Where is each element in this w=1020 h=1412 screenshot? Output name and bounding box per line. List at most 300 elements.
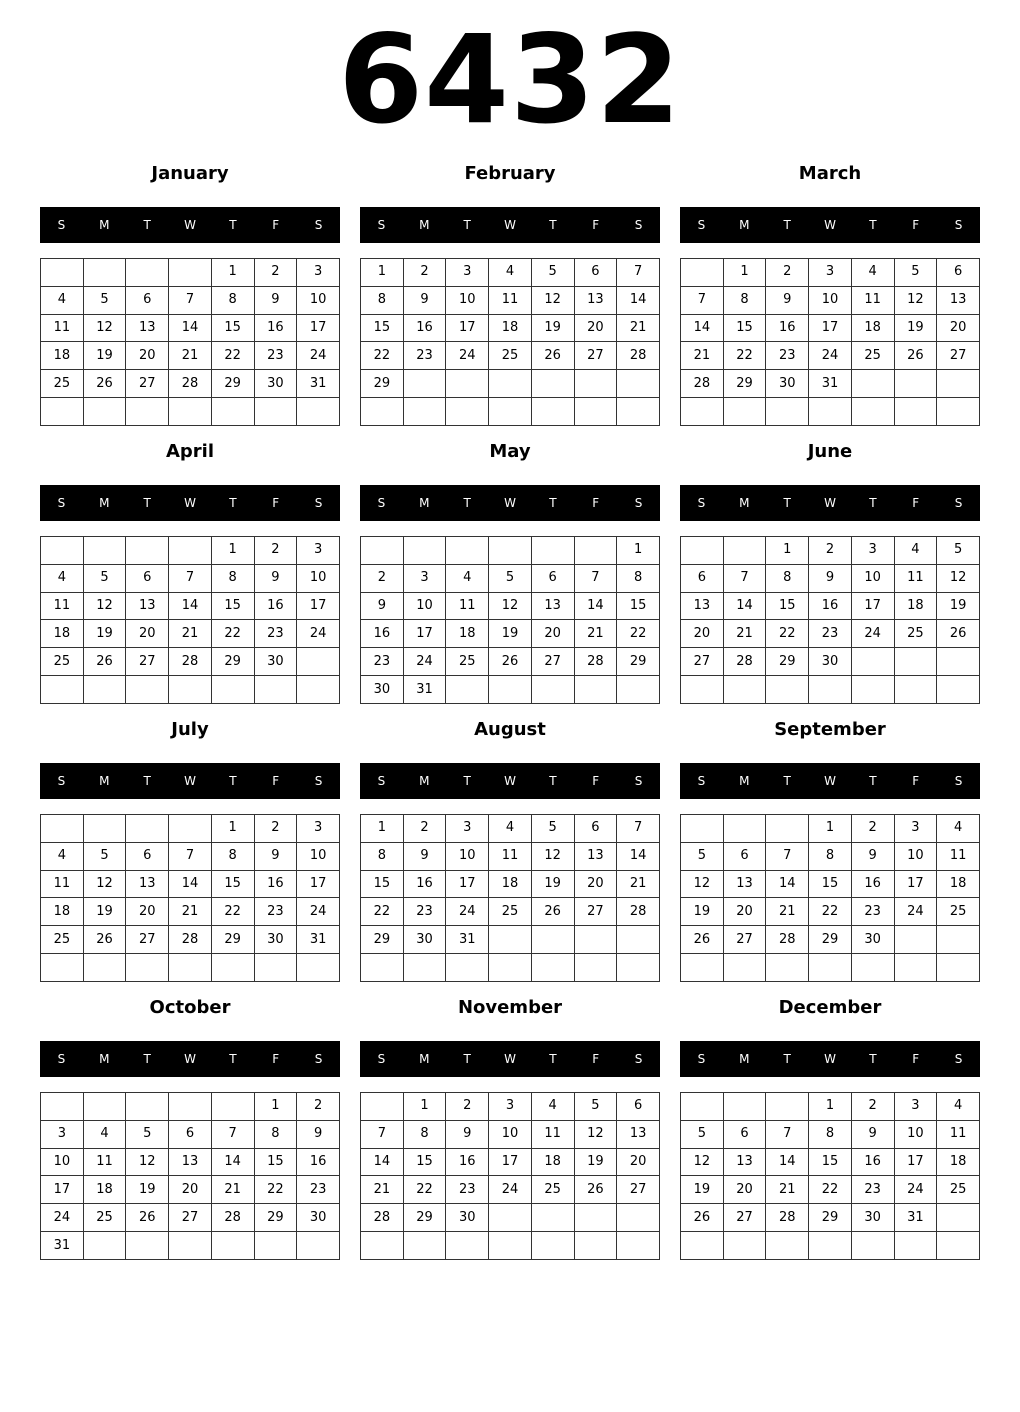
day-cell: 19 — [83, 342, 126, 370]
day-cell — [126, 676, 169, 704]
day-cell — [297, 676, 340, 704]
day-cell: 22 — [809, 898, 852, 926]
week-row — [681, 926, 980, 954]
weekday-label: W — [504, 496, 516, 510]
day-cell: 14 — [211, 1148, 254, 1176]
weekday-label: F — [912, 774, 920, 788]
day-cell: 5 — [894, 259, 937, 287]
day-cell: 6 — [531, 564, 574, 592]
day-cell: 10 — [489, 1120, 532, 1148]
day-cell: 18 — [41, 620, 84, 648]
weekday-label: W — [504, 774, 516, 788]
day-cell: 3 — [446, 259, 489, 287]
day-cell — [83, 398, 126, 426]
day-cell — [254, 954, 297, 982]
day-cell: 11 — [531, 1120, 574, 1148]
day-cell: 22 — [211, 620, 254, 648]
day-cell: 30 — [361, 676, 404, 704]
weekday-label: T — [869, 496, 877, 510]
day-cell — [851, 398, 894, 426]
day-cell — [723, 954, 766, 982]
day-cell — [766, 398, 809, 426]
day-grid — [40, 1092, 340, 1260]
day-cell: 21 — [617, 314, 660, 342]
day-cell: 28 — [211, 1204, 254, 1232]
day-cell: 11 — [937, 1120, 980, 1148]
day-cell: 7 — [574, 564, 617, 592]
day-cell: 10 — [41, 1148, 84, 1176]
day-cell: 23 — [297, 1176, 340, 1204]
day-cell: 29 — [809, 926, 852, 954]
day-cell — [83, 676, 126, 704]
day-cell: 22 — [723, 342, 766, 370]
day-cell: 15 — [617, 592, 660, 620]
week-row — [41, 1120, 340, 1148]
day-cell: 20 — [723, 898, 766, 926]
day-cell: 18 — [489, 870, 532, 898]
day-cell: 7 — [617, 259, 660, 287]
day-cell: 25 — [41, 648, 84, 676]
day-cell: 24 — [403, 648, 446, 676]
day-cell — [126, 537, 169, 565]
day-cell: 7 — [169, 564, 212, 592]
weekday-label: S — [57, 1052, 66, 1066]
day-cell: 24 — [894, 1176, 937, 1204]
day-cell: 2 — [446, 1093, 489, 1121]
month-name: January — [151, 163, 229, 184]
day-cell: 16 — [403, 314, 446, 342]
day-cell: 26 — [83, 926, 126, 954]
day-cell: 9 — [403, 286, 446, 314]
day-cell: 14 — [361, 1148, 404, 1176]
weekday-label: S — [314, 218, 323, 232]
weekday-label: M — [99, 496, 110, 510]
day-cell: 4 — [83, 1120, 126, 1148]
day-cell: 1 — [403, 1093, 446, 1121]
day-cell: 26 — [531, 342, 574, 370]
weekday-label: T — [143, 218, 151, 232]
weekday-label: S — [377, 1052, 386, 1066]
day-cell — [126, 259, 169, 287]
day-cell — [83, 1232, 126, 1260]
day-cell: 19 — [681, 898, 724, 926]
day-cell — [894, 676, 937, 704]
day-cell — [83, 815, 126, 843]
week-row — [361, 592, 660, 620]
weekday-header — [680, 1041, 980, 1077]
day-cell: 27 — [723, 926, 766, 954]
day-cell: 19 — [83, 898, 126, 926]
week-row — [41, 1148, 340, 1176]
day-cell: 6 — [681, 564, 724, 592]
day-cell: 25 — [894, 620, 937, 648]
day-cell: 22 — [361, 898, 404, 926]
day-cell: 31 — [809, 370, 852, 398]
day-cell: 6 — [723, 842, 766, 870]
day-cell: 3 — [297, 259, 340, 287]
day-cell: 9 — [851, 1120, 894, 1148]
week-row — [361, 898, 660, 926]
day-cell: 16 — [851, 870, 894, 898]
day-cell: 16 — [254, 314, 297, 342]
day-cell — [254, 398, 297, 426]
weekday-label: T — [463, 496, 471, 510]
week-row — [41, 1176, 340, 1204]
day-cell: 15 — [403, 1148, 446, 1176]
weekday-label: F — [272, 496, 280, 510]
weekday-label: T — [869, 218, 877, 232]
day-cell — [574, 370, 617, 398]
day-cell — [617, 1232, 660, 1260]
weekday-label: T — [229, 1052, 237, 1066]
day-cell: 1 — [361, 259, 404, 287]
day-cell: 18 — [41, 342, 84, 370]
day-cell: 30 — [403, 926, 446, 954]
day-cell: 31 — [403, 676, 446, 704]
day-cell — [41, 815, 84, 843]
month-name: February — [464, 163, 556, 184]
day-cell: 18 — [489, 314, 532, 342]
day-cell: 18 — [531, 1148, 574, 1176]
day-cell: 28 — [617, 342, 660, 370]
day-cell: 14 — [169, 592, 212, 620]
weekday-header — [360, 1041, 660, 1077]
day-cell: 28 — [681, 370, 724, 398]
day-cell: 1 — [809, 1093, 852, 1121]
weekday-label: W — [824, 774, 836, 788]
day-cell: 23 — [851, 898, 894, 926]
day-cell: 8 — [809, 1120, 852, 1148]
week-row — [681, 676, 980, 704]
weekday-label: W — [824, 496, 836, 510]
day-cell — [851, 676, 894, 704]
day-cell: 10 — [403, 592, 446, 620]
day-cell: 22 — [766, 620, 809, 648]
day-cell: 2 — [851, 1093, 894, 1121]
day-cell: 8 — [617, 564, 660, 592]
day-cell — [211, 954, 254, 982]
weekday-label: T — [549, 1052, 557, 1066]
day-cell — [126, 815, 169, 843]
day-cell — [681, 1093, 724, 1121]
day-cell — [446, 954, 489, 982]
day-cell: 4 — [531, 1093, 574, 1121]
day-cell: 19 — [894, 314, 937, 342]
day-cell: 13 — [126, 592, 169, 620]
day-cell: 24 — [297, 898, 340, 926]
weekday-label: F — [592, 496, 600, 510]
day-cell: 2 — [851, 815, 894, 843]
day-cell: 15 — [723, 314, 766, 342]
day-cell: 26 — [531, 898, 574, 926]
week-row — [361, 676, 660, 704]
day-cell: 6 — [169, 1120, 212, 1148]
week-row — [41, 648, 340, 676]
day-cell: 22 — [211, 898, 254, 926]
day-cell: 30 — [851, 926, 894, 954]
day-cell: 19 — [937, 592, 980, 620]
day-cell: 31 — [446, 926, 489, 954]
weekday-label: T — [463, 774, 471, 788]
day-cell: 24 — [446, 898, 489, 926]
week-row — [361, 842, 660, 870]
weekday-label: T — [549, 218, 557, 232]
day-cell: 2 — [403, 259, 446, 287]
week-row — [361, 564, 660, 592]
day-cell — [489, 398, 532, 426]
day-cell: 20 — [574, 870, 617, 898]
day-cell: 11 — [851, 286, 894, 314]
day-cell: 30 — [446, 1204, 489, 1232]
day-cell: 11 — [446, 592, 489, 620]
day-cell: 30 — [254, 926, 297, 954]
day-cell — [126, 954, 169, 982]
day-cell — [681, 815, 724, 843]
day-cell: 25 — [446, 648, 489, 676]
week-row — [681, 592, 980, 620]
day-cell — [446, 537, 489, 565]
day-cell: 12 — [937, 564, 980, 592]
day-cell: 27 — [126, 926, 169, 954]
month-january — [40, 160, 340, 428]
day-cell: 26 — [937, 620, 980, 648]
day-grid — [680, 536, 980, 704]
weekday-label: F — [272, 774, 280, 788]
day-cell: 11 — [489, 842, 532, 870]
day-cell — [766, 1232, 809, 1260]
day-cell: 20 — [169, 1176, 212, 1204]
day-cell: 26 — [126, 1204, 169, 1232]
day-cell: 17 — [403, 620, 446, 648]
day-cell: 10 — [809, 286, 852, 314]
day-cell: 22 — [403, 1176, 446, 1204]
day-cell: 19 — [531, 314, 574, 342]
weekday-label: F — [912, 496, 920, 510]
day-cell: 3 — [894, 815, 937, 843]
day-cell: 1 — [211, 537, 254, 565]
day-cell — [361, 398, 404, 426]
day-cell: 26 — [574, 1176, 617, 1204]
day-grid — [680, 258, 980, 426]
day-cell — [169, 398, 212, 426]
weekday-label: F — [912, 1052, 920, 1066]
week-row — [681, 1176, 980, 1204]
day-cell: 27 — [574, 898, 617, 926]
weekday-header — [360, 207, 660, 243]
day-cell — [531, 926, 574, 954]
day-cell: 4 — [851, 259, 894, 287]
day-cell: 29 — [403, 1204, 446, 1232]
weekday-header — [40, 207, 340, 243]
day-cell: 21 — [361, 1176, 404, 1204]
week-row — [41, 954, 340, 982]
weekday-label: M — [739, 1052, 750, 1066]
day-cell — [361, 1093, 404, 1121]
day-cell: 14 — [766, 1148, 809, 1176]
year-title: 6432 — [338, 9, 682, 151]
weekday-label: T — [229, 496, 237, 510]
day-cell: 29 — [211, 926, 254, 954]
week-row — [681, 648, 980, 676]
month-name: December — [778, 997, 882, 1018]
month-name: March — [798, 163, 862, 184]
weekday-label: T — [783, 774, 791, 788]
weekday-header — [40, 485, 340, 521]
day-cell: 9 — [297, 1120, 340, 1148]
day-cell: 25 — [83, 1204, 126, 1232]
day-cell: 16 — [446, 1148, 489, 1176]
day-cell: 3 — [41, 1120, 84, 1148]
weekday-label: T — [463, 218, 471, 232]
day-cell: 7 — [169, 842, 212, 870]
day-cell — [489, 370, 532, 398]
week-row — [681, 259, 980, 287]
day-cell: 3 — [894, 1093, 937, 1121]
day-cell — [297, 1232, 340, 1260]
day-cell — [894, 954, 937, 982]
day-cell — [489, 537, 532, 565]
day-cell: 4 — [446, 564, 489, 592]
week-row — [41, 926, 340, 954]
weekday-label: T — [229, 774, 237, 788]
day-cell: 25 — [489, 898, 532, 926]
day-cell: 7 — [617, 815, 660, 843]
day-cell — [126, 1093, 169, 1121]
day-cell: 10 — [297, 564, 340, 592]
week-row — [681, 842, 980, 870]
day-cell: 10 — [446, 842, 489, 870]
month-may — [360, 438, 660, 706]
week-row — [361, 1176, 660, 1204]
day-cell: 29 — [766, 648, 809, 676]
weekday-label: W — [184, 774, 196, 788]
day-cell — [169, 954, 212, 982]
day-cell: 4 — [937, 815, 980, 843]
day-cell: 8 — [211, 842, 254, 870]
day-cell: 15 — [211, 314, 254, 342]
month-march — [680, 160, 980, 428]
week-row — [41, 898, 340, 926]
month-april — [40, 438, 340, 706]
day-cell: 10 — [297, 842, 340, 870]
day-cell — [681, 398, 724, 426]
day-cell — [169, 676, 212, 704]
day-cell: 23 — [254, 620, 297, 648]
weekday-label: M — [419, 1052, 430, 1066]
day-cell — [723, 537, 766, 565]
day-cell: 24 — [489, 1176, 532, 1204]
week-row — [361, 398, 660, 426]
week-row — [41, 342, 340, 370]
day-cell: 31 — [297, 926, 340, 954]
day-cell — [169, 815, 212, 843]
month-december — [680, 994, 980, 1262]
day-cell: 31 — [297, 370, 340, 398]
day-cell: 5 — [83, 286, 126, 314]
week-row — [41, 676, 340, 704]
day-cell: 23 — [446, 1176, 489, 1204]
week-row — [41, 564, 340, 592]
day-cell: 8 — [211, 564, 254, 592]
week-row — [41, 286, 340, 314]
day-cell: 1 — [211, 815, 254, 843]
day-cell: 27 — [126, 648, 169, 676]
weekday-label: S — [377, 218, 386, 232]
weekday-label: F — [592, 1052, 600, 1066]
day-cell: 1 — [211, 259, 254, 287]
day-cell: 29 — [617, 648, 660, 676]
day-cell: 24 — [297, 342, 340, 370]
day-cell: 23 — [851, 1176, 894, 1204]
day-cell — [937, 370, 980, 398]
day-cell — [574, 676, 617, 704]
month-october — [40, 994, 340, 1262]
day-cell — [41, 398, 84, 426]
day-cell: 27 — [617, 1176, 660, 1204]
day-cell: 7 — [766, 1120, 809, 1148]
day-cell: 11 — [41, 592, 84, 620]
weekday-label: F — [272, 218, 280, 232]
day-cell: 8 — [361, 286, 404, 314]
day-cell — [617, 954, 660, 982]
day-cell: 28 — [617, 898, 660, 926]
day-cell — [361, 537, 404, 565]
day-cell: 25 — [531, 1176, 574, 1204]
day-cell: 17 — [809, 314, 852, 342]
day-cell: 16 — [297, 1148, 340, 1176]
weekday-label: T — [229, 218, 237, 232]
day-cell: 8 — [361, 842, 404, 870]
weekday-label: M — [419, 218, 430, 232]
day-cell: 8 — [254, 1120, 297, 1148]
day-cell: 16 — [254, 870, 297, 898]
day-cell: 10 — [446, 286, 489, 314]
day-cell — [403, 537, 446, 565]
weekday-label: T — [783, 218, 791, 232]
day-cell: 26 — [489, 648, 532, 676]
day-cell: 6 — [723, 1120, 766, 1148]
day-cell: 20 — [617, 1148, 660, 1176]
weekday-label: T — [549, 496, 557, 510]
day-cell: 8 — [723, 286, 766, 314]
month-name: June — [807, 441, 853, 462]
day-cell: 19 — [681, 1176, 724, 1204]
weekday-label: T — [869, 1052, 877, 1066]
day-cell: 11 — [937, 842, 980, 870]
day-cell: 6 — [126, 842, 169, 870]
day-cell — [681, 676, 724, 704]
day-cell: 17 — [489, 1148, 532, 1176]
weekday-label: W — [504, 218, 516, 232]
day-cell: 15 — [211, 870, 254, 898]
weekday-label: S — [954, 774, 963, 788]
day-cell — [169, 1093, 212, 1121]
day-cell: 12 — [681, 870, 724, 898]
day-cell — [361, 954, 404, 982]
month-february — [360, 160, 660, 428]
week-row — [361, 870, 660, 898]
day-cell: 28 — [574, 648, 617, 676]
weekday-label: S — [57, 218, 66, 232]
day-cell — [809, 676, 852, 704]
day-cell: 10 — [297, 286, 340, 314]
day-cell: 15 — [809, 870, 852, 898]
weekday-label: W — [824, 1052, 836, 1066]
day-cell: 5 — [937, 537, 980, 565]
day-cell: 20 — [574, 314, 617, 342]
day-cell — [489, 676, 532, 704]
day-cell: 9 — [254, 842, 297, 870]
